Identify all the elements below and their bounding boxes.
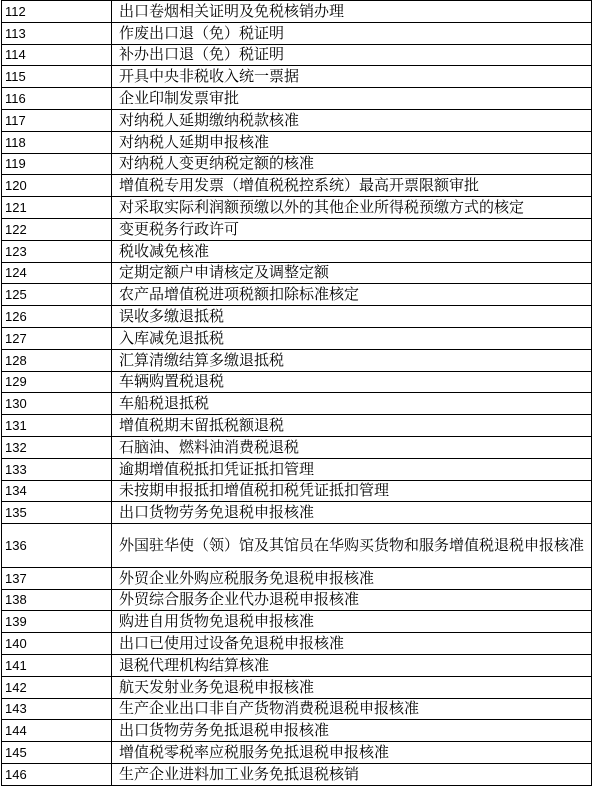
table-row <box>2 698 592 720</box>
item-name-cell[interactable]: 对纳税人延期申报核准 <box>112 131 592 153</box>
item-name-cell[interactable]: 外国驻华使（领）馆及其馆员在华购买货物和服务增值税退税申报核准 <box>112 524 592 568</box>
row-number-cell[interactable]: 116 <box>2 88 112 110</box>
row-number-cell[interactable]: 138 <box>2 589 112 611</box>
table-row <box>2 720 592 742</box>
table-row <box>2 284 592 306</box>
item-name-cell[interactable]: 外贸综合服务企业代办退税申报核准 <box>112 589 592 611</box>
row-number-cell[interactable]: 139 <box>2 611 112 633</box>
item-name-cell[interactable]: 开具中央非税收入统一票据 <box>112 66 592 88</box>
table-row <box>2 480 592 502</box>
item-name-cell[interactable]: 变更税务行政许可 <box>112 218 592 240</box>
item-name-cell[interactable]: 出口已使用过设备免退税申报核准 <box>112 633 592 655</box>
item-name-cell[interactable]: 定期定额户申请核定及调整定额 <box>112 262 592 284</box>
row-number-cell[interactable]: 136 <box>2 524 112 568</box>
row-number-cell[interactable]: 142 <box>2 676 112 698</box>
table-row <box>2 175 592 197</box>
row-number-cell[interactable]: 125 <box>2 284 112 306</box>
table-row <box>2 262 592 284</box>
row-number-cell[interactable]: 124 <box>2 262 112 284</box>
table-row <box>2 371 592 393</box>
row-number-cell[interactable]: 128 <box>2 349 112 371</box>
table-row <box>2 436 592 458</box>
table-row <box>2 763 592 785</box>
item-name-cell[interactable]: 入库减免退抵税 <box>112 327 592 349</box>
row-number-cell[interactable]: 119 <box>2 153 112 175</box>
table-row <box>2 393 592 415</box>
row-number-cell[interactable]: 146 <box>2 763 112 785</box>
table-row <box>2 611 592 633</box>
item-name-cell[interactable]: 对纳税人变更纳税定额的核准 <box>112 153 592 175</box>
row-number-cell[interactable]: 134 <box>2 480 112 502</box>
item-name-cell[interactable]: 退税代理机构结算核准 <box>112 654 592 676</box>
row-number-cell[interactable]: 121 <box>2 197 112 219</box>
item-name-cell[interactable]: 税收减免核准 <box>112 240 592 262</box>
row-number-cell[interactable]: 129 <box>2 371 112 393</box>
table-row <box>2 218 592 240</box>
table-row <box>2 131 592 153</box>
item-name-cell[interactable]: 购进自用货物免退税申报核准 <box>112 611 592 633</box>
table-row <box>2 349 592 371</box>
row-number-cell[interactable]: 140 <box>2 633 112 655</box>
row-number-cell[interactable]: 122 <box>2 218 112 240</box>
row-number-cell[interactable]: 141 <box>2 654 112 676</box>
item-name-cell[interactable]: 增值税零税率应税服务免抵退税申报核准 <box>112 742 592 764</box>
table-row <box>2 567 592 589</box>
row-number-cell[interactable]: 130 <box>2 393 112 415</box>
table-row <box>2 153 592 175</box>
row-number-cell[interactable]: 120 <box>2 175 112 197</box>
row-number-cell[interactable]: 123 <box>2 240 112 262</box>
item-name-cell[interactable]: 对采取实际利润额预缴以外的其他企业所得税预缴方式的核定 <box>112 197 592 219</box>
item-name-cell[interactable]: 误收多缴退抵税 <box>112 306 592 328</box>
table-row <box>2 327 592 349</box>
row-number-cell[interactable]: 137 <box>2 567 112 589</box>
row-number-cell[interactable]: 117 <box>2 109 112 131</box>
item-name-cell[interactable]: 出口货物劳务免退税申报核准 <box>112 502 592 524</box>
item-name-cell[interactable]: 车船税退抵税 <box>112 393 592 415</box>
item-name-cell[interactable]: 航天发射业务免退税申报核准 <box>112 676 592 698</box>
item-name-cell[interactable]: 外贸企业外购应税服务免退税申报核准 <box>112 567 592 589</box>
row-number-cell[interactable]: 115 <box>2 66 112 88</box>
item-name-cell[interactable]: 企业印制发票审批 <box>112 88 592 110</box>
table-row <box>2 88 592 110</box>
item-name-cell[interactable]: 补办出口退（免）税证明 <box>112 44 592 66</box>
table-row <box>2 306 592 328</box>
table-row <box>2 22 592 44</box>
table-row <box>2 676 592 698</box>
row-number-cell[interactable]: 112 <box>2 1 112 23</box>
item-name-cell[interactable]: 石脑油、燃料油消费税退税 <box>112 436 592 458</box>
table-row <box>2 524 592 568</box>
row-number-cell[interactable]: 113 <box>2 22 112 44</box>
item-name-cell[interactable]: 出口卷烟相关证明及免税核销办理 <box>112 1 592 23</box>
table-row <box>2 458 592 480</box>
item-name-cell[interactable]: 未按期申报抵扣增值税扣税凭证抵扣管理 <box>112 480 592 502</box>
row-number-cell[interactable]: 135 <box>2 502 112 524</box>
item-table-body <box>2 1 592 786</box>
item-name-cell[interactable]: 生产企业进料加工业务免抵退税核销 <box>112 763 592 785</box>
row-number-cell[interactable]: 133 <box>2 458 112 480</box>
table-row <box>2 44 592 66</box>
row-number-cell[interactable]: 132 <box>2 436 112 458</box>
item-name-cell[interactable]: 农产品增值税进项税额扣除标准核定 <box>112 284 592 306</box>
item-name-cell[interactable]: 作废出口退（免）税证明 <box>112 22 592 44</box>
table-row <box>2 742 592 764</box>
table-row <box>2 240 592 262</box>
row-number-cell[interactable]: 126 <box>2 306 112 328</box>
row-number-cell[interactable]: 127 <box>2 327 112 349</box>
item-table <box>1 0 592 786</box>
table-row <box>2 197 592 219</box>
table-row <box>2 654 592 676</box>
row-number-cell[interactable]: 145 <box>2 742 112 764</box>
table-row <box>2 1 592 23</box>
item-name-cell[interactable]: 生产企业出口非自产货物消费税退税申报核准 <box>112 698 592 720</box>
item-name-cell[interactable]: 逾期增值税抵扣凭证抵扣管理 <box>112 458 592 480</box>
item-name-cell[interactable]: 车辆购置税退税 <box>112 371 592 393</box>
item-name-cell[interactable]: 增值税期末留抵税额退税 <box>112 415 592 437</box>
row-number-cell[interactable]: 114 <box>2 44 112 66</box>
row-number-cell[interactable]: 118 <box>2 131 112 153</box>
table-row <box>2 415 592 437</box>
table-row <box>2 109 592 131</box>
table-row <box>2 66 592 88</box>
table-row <box>2 502 592 524</box>
row-number-cell[interactable]: 143 <box>2 698 112 720</box>
row-number-cell[interactable]: 144 <box>2 720 112 742</box>
item-name-cell[interactable]: 增值税专用发票（增值税税控系统）最高开票限额审批 <box>112 175 592 197</box>
table-row <box>2 633 592 655</box>
table-row <box>2 589 592 611</box>
item-name-cell[interactable]: 汇算清缴结算多缴退抵税 <box>112 349 592 371</box>
row-number-cell[interactable]: 131 <box>2 415 112 437</box>
item-name-cell[interactable]: 对纳税人延期缴纳税款核准 <box>112 109 592 131</box>
item-name-cell[interactable]: 出口货物劳务免抵退税申报核准 <box>112 720 592 742</box>
